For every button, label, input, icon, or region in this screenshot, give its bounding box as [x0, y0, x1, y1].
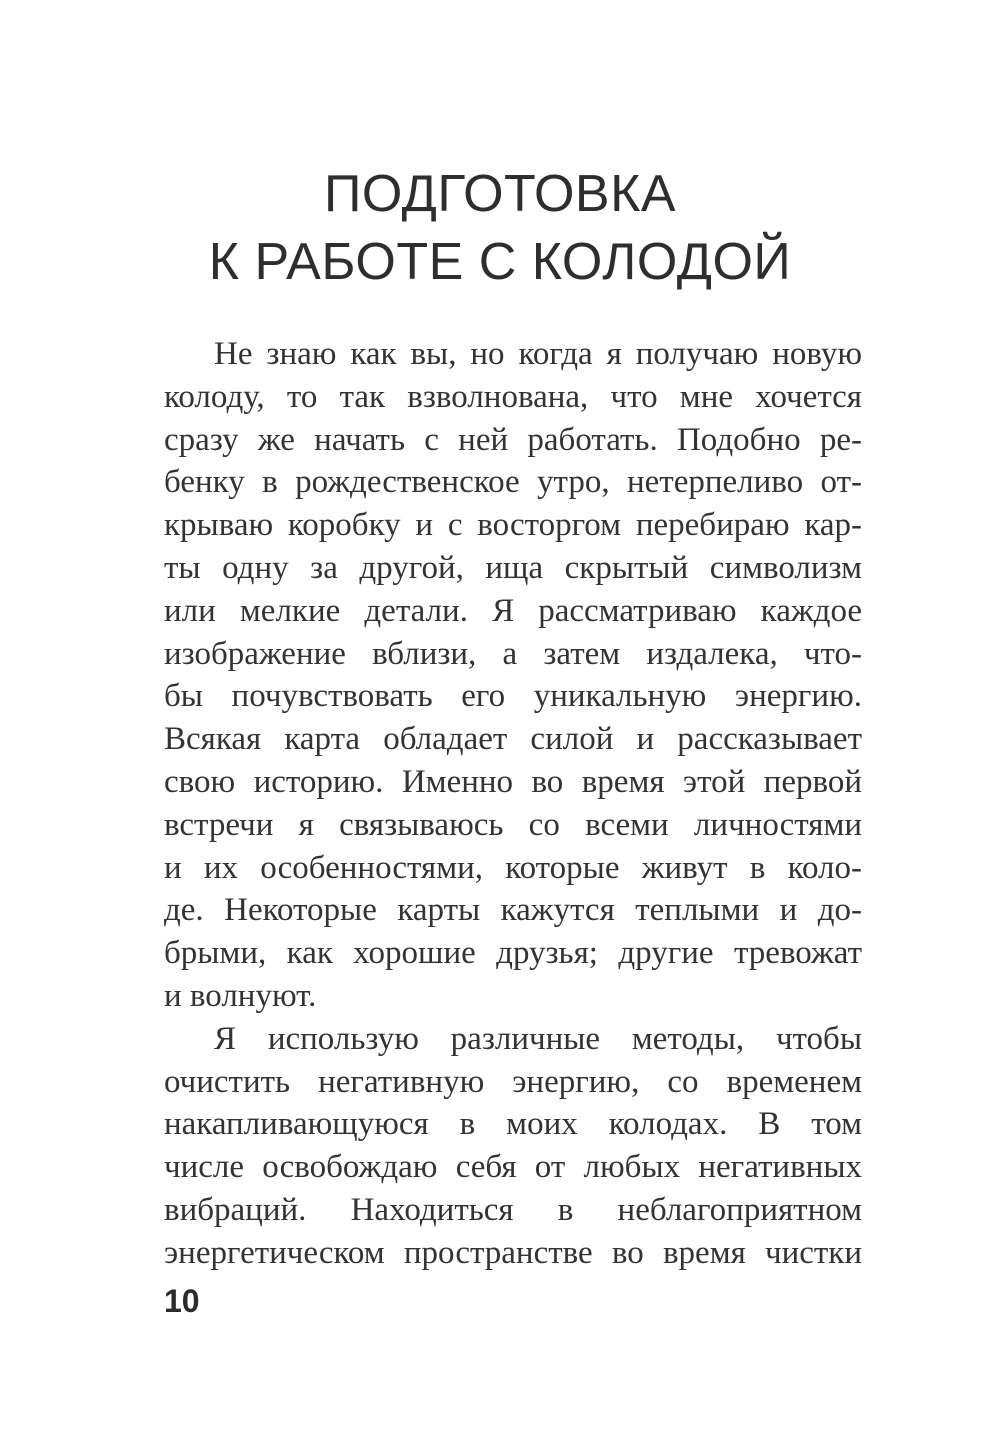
text-line: изображение вблизи, а затем издалека, что-	[164, 635, 862, 672]
text-line: свою историю. Именно во время этой первой	[164, 763, 862, 800]
text-line: бенку в рождественское утро, нетерпеливо от-	[164, 464, 862, 501]
text-line: крываю коробку и с восторгом перебираю кар-	[164, 507, 862, 544]
chapter-title-line-2: К РАБОТЕ С КОЛОДОЙ	[208, 233, 792, 291]
text-line: бы почувствовать его уникальную энергию.	[164, 678, 862, 715]
body-text	[164, 333, 862, 1275]
text-line: ты одну за другой, ища скрытый символизм	[164, 549, 862, 586]
text-line: очистить негативную энергию, со временем	[164, 1063, 862, 1100]
text-line: встречи я связываюсь со всеми личностями	[164, 806, 862, 843]
text-line: энергетическом пространстве во время чистки	[164, 1234, 862, 1271]
text-line: Всякая карта обладает силой и рассказывает	[164, 721, 862, 758]
text-line: брыми, как хорошие друзья; другие тревожат	[164, 935, 862, 972]
text-line: де. Некоторые карты кажутся теплыми и до-	[164, 892, 862, 929]
page-number: 10	[164, 1283, 200, 1319]
chapter-title	[0, 160, 1000, 296]
text-line: числе освобождаю себя от любых негативных	[164, 1149, 862, 1186]
text-line: или мелкие детали. Я рассматриваю каждое	[164, 592, 862, 629]
text-line: Я использую различные методы, чтобы	[214, 1020, 862, 1057]
text-line: вибраций. Находиться в неблагоприятном	[164, 1191, 862, 1228]
text-line: и их особенностями, которые живут в коло-	[164, 849, 862, 886]
text-line: накапливающуюся в моих колодах. В том	[164, 1106, 862, 1143]
text-line: колоду, то так взволнована, что мне хочется	[164, 378, 862, 415]
text-line: Не знаю как вы, но когда я получаю новую	[214, 336, 862, 372]
text-line: и волнуют.	[164, 977, 317, 1014]
chapter-title-line-1: ПОДГОТОВКА	[323, 165, 677, 223]
text-line: сразу же начать с ней работать. Подобно ре-	[164, 421, 862, 458]
